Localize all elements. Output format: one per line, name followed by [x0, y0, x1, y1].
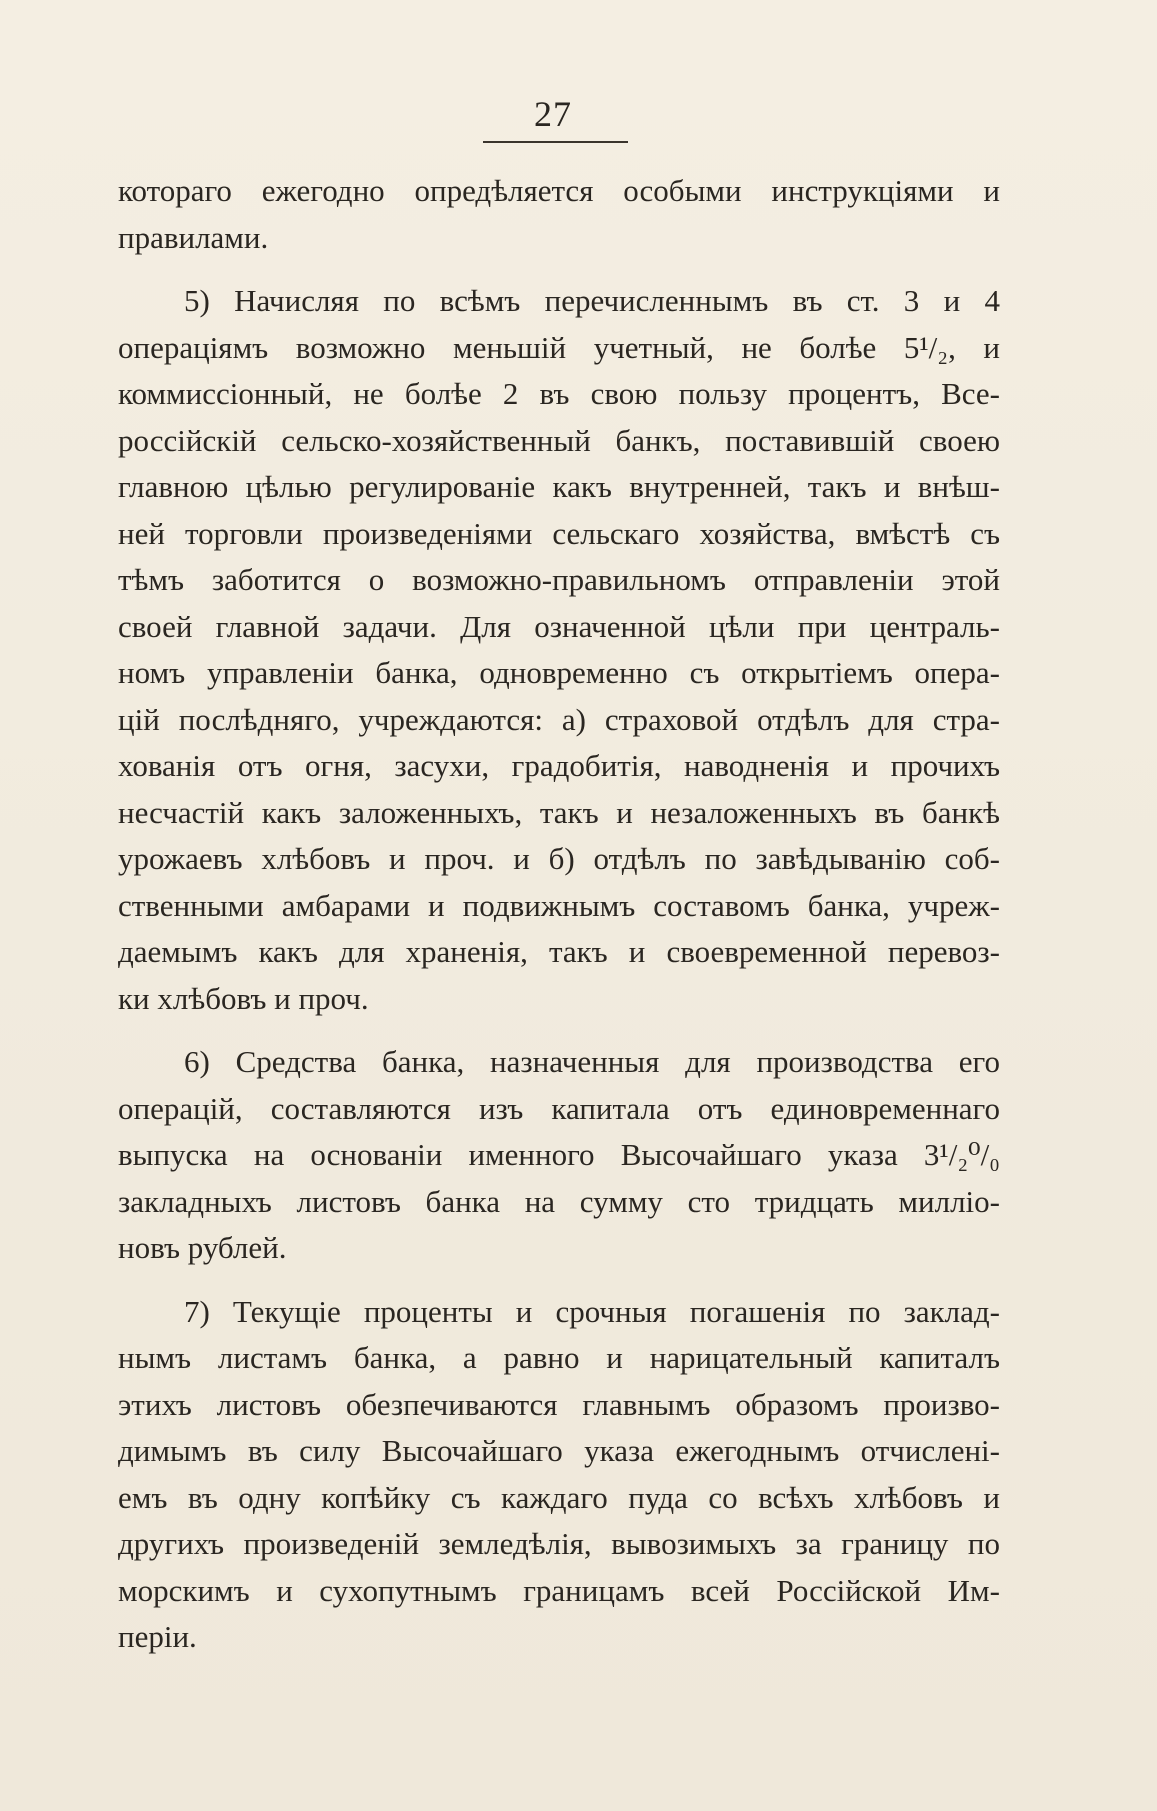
text-line: емъ въ одну копѣйку съ каждаго пуда со всѣхъ хлѣбовъ и: [118, 1479, 1000, 1515]
text-line: морскимъ и сухопутнымъ границамъ всей Россійской Им-: [118, 1572, 1000, 1608]
text-line: урожаевъ хлѣбовъ и проч. и б) отдѣлъ по завѣдыванію соб-: [118, 841, 1000, 876]
page-number-rule: [483, 141, 628, 143]
text-line: нымъ листамъ банка, а равно и нарицательный капиталъ: [118, 1340, 1000, 1375]
text-line: номъ управленіи банка, одновременно съ открытіемъ опера-: [118, 655, 1000, 690]
text-line: несчастій какъ заложенныхъ, такъ и незаложенныхъ въ банкѣ: [118, 794, 1000, 830]
text-line: періи.: [118, 1619, 197, 1654]
text-line: 7) Текущіе проценты и срочныя погашенія по заклад-: [184, 1293, 1000, 1329]
text-line: своей главной задачи. Для означенной цѣли при централь-: [118, 608, 1000, 644]
text-line: этихъ листовъ обезпечиваются главнымъ образомъ произво-: [118, 1386, 1000, 1422]
paragraph-7: [118, 1289, 1000, 1661]
text-line: даемымъ какъ для храненія, такъ и своевременной перевоз-: [118, 934, 1000, 969]
text-line: ки хлѣбовъ и проч.: [118, 980, 369, 1016]
paragraph-6: [118, 1039, 1000, 1272]
text-line: хованія отъ огня, засухи, градобитія, наводненія и прочихъ: [118, 748, 1000, 783]
text-line: операціямъ возможно меньшій учетный, не болѣе 5¹/₂, и: [118, 329, 1000, 365]
page-number: 27: [534, 94, 572, 134]
text-line: другихъ произведеній земледѣлія, вывозимыхъ за границу по: [118, 1526, 1000, 1561]
text-line: правилами.: [118, 219, 269, 255]
text-line: новъ рублей.: [118, 1230, 287, 1265]
body-text: [118, 168, 1000, 1661]
text-line: операцій, составляются изъ капитала отъ единовременнаго: [118, 1090, 1000, 1126]
text-line: коммиссіонный, не болѣе 2 въ свою пользу процентъ, Все-: [118, 376, 1000, 411]
text-line: ственными амбарами и подвижнымъ составомъ банка, учреж-: [118, 887, 1000, 923]
text-line: главною цѣлью регулированіе какъ внутренней, такъ и внѣш-: [118, 469, 1000, 504]
text-line: 5) Начисляя по всѣмъ перечисленнымъ въ ст. 3 и 4: [184, 283, 1000, 318]
text-line: цій послѣдняго, учреждаются: а) страховой отдѣлъ для стра-: [118, 701, 1000, 737]
text-line: выпуска на основаніи именного Высочайшаго указа 3¹/₂⁰/₀: [118, 1137, 1000, 1172]
paragraph-continuation: [118, 168, 1000, 261]
text-line: тѣмъ заботится о возможно-правильномъ отправленіи этой: [118, 562, 1000, 597]
paragraph-5: [118, 278, 1000, 1022]
text-line: закладныхъ листовъ банка на сумму сто тридцать милліо-: [118, 1183, 1000, 1219]
text-line: 6) Средства банка, назначенныя для производства его: [184, 1044, 1000, 1079]
text-line: россійскій сельско-хозяйственный банкъ, поставившій своею: [118, 422, 1000, 458]
text-line: димымъ въ силу Высочайшаго указа ежегоднымъ отчисленi-: [118, 1433, 1000, 1468]
text-line: ней торговли произведеніями сельскаго хозяйства, вмѣстѣ съ: [118, 515, 1000, 551]
text-line: котораго ежегодно опредѣляется особыми инструкціями и: [118, 173, 1000, 208]
